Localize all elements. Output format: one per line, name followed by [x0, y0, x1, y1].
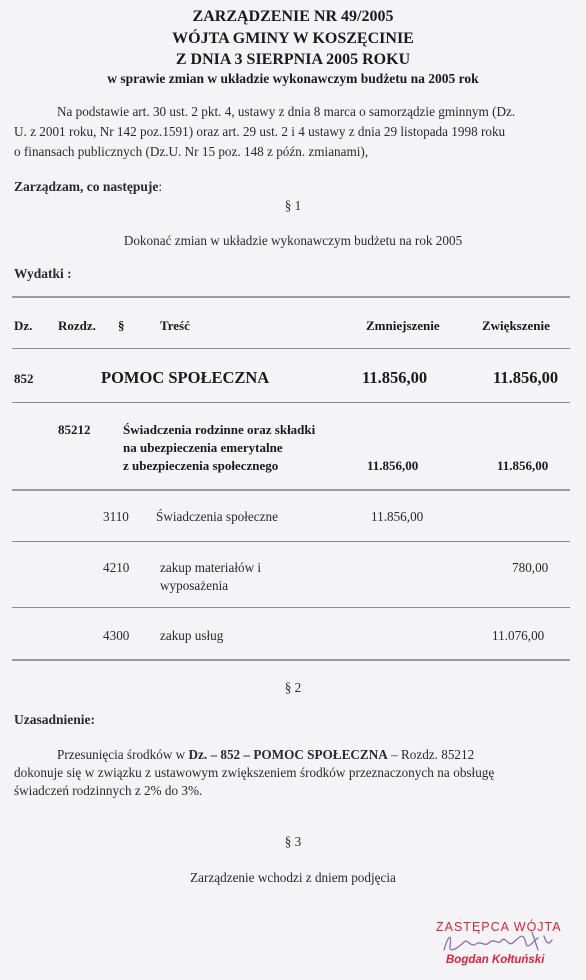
justification-line-3: świadczeń rodzinnych z 2% do 3%. [14, 783, 203, 798]
justification-line-1: Przesunięcia środków w Dz. – 852 – POMOC SPOŁECZNA – Rozdz. 85212 [57, 747, 475, 762]
zarzadzam-heading: Zarządzam, co następuje: [14, 179, 163, 194]
dzial-rule [12, 402, 570, 403]
rozdzial-number: 85212 [58, 422, 91, 437]
col-header-zwiekszenie: Zwiększenie [482, 318, 550, 333]
rozdzial-name-line-1: Świadczenia rodzinne oraz składki [123, 422, 316, 437]
row-4210-zwiekszenie: 780,00 [512, 560, 549, 575]
rozdzial-rule [12, 489, 570, 491]
preamble-line-1: Na podstawie art. 30 ust. 2 pkt. 4, ustawy z dnia 8 marca o samorządzie gminnym (Dz. [57, 104, 516, 119]
row-3110-rule [12, 541, 570, 542]
wydatki-label: Wydatki : [14, 266, 72, 281]
col-header-tresc: Treść [160, 318, 190, 333]
table-bottom-rule [12, 659, 570, 661]
rozdzial-name-line-2: na ubezpieczenia emerytalne [123, 440, 283, 455]
document-date: Z DNIA 3 SIERPNIA 2005 ROKU [175, 51, 411, 68]
dzial-zmniejszenie: 11.856,00 [362, 368, 428, 387]
section-3-text: Zarządzenie wchodzi z dniem podjęcia [190, 870, 396, 885]
row-4210-paragraph: 4210 [103, 560, 130, 575]
rozdzial-name-line-3: z ubezpieczenia społecznego [123, 458, 279, 473]
row-4210-tresc-line-1: zakup materiałów i [160, 560, 262, 575]
document-issuer: WÓJTA GMINY W KOSZĘCINIE [172, 30, 414, 47]
document-subject: w sprawie zmian w układzie wykonawczym budżetu na 2005 rok [107, 71, 479, 86]
stamp-name: Bogdan Kołtuński [446, 954, 545, 966]
preamble-line-3: o finansach publicznych (Dz.U. Nr 15 poz. 148 z późn. zmianami), [14, 144, 369, 159]
preamble-line-2: U. z 2001 roku, Nr 142 poz.1591) oraz art. 29 ust. 2 i 4 ustawy z dnia 29 listopada 1998 roku [14, 124, 506, 139]
row-4300-paragraph: 4300 [103, 628, 130, 643]
col-header-rozdz: Rozdz. [58, 318, 96, 333]
section-1-text: Dokonać zmian w układzie wykonawczym budżetu na rok 2005 [123, 233, 463, 248]
dzial-name: POMOC SPOŁECZNA [101, 368, 270, 387]
row-4210-tresc-line-2: wyposażenia [160, 578, 229, 593]
stamp-title: ZASTĘPCA WÓJTA [436, 920, 562, 934]
row-3110-paragraph: 3110 [103, 509, 129, 524]
dzial-zwiekszenie: 11.856,00 [493, 368, 559, 387]
uzasadnienie-label: Uzasadnienie: [14, 712, 95, 727]
row-3110-zmniejszenie: 11.856,00 [371, 509, 424, 524]
section-1-mark: § 1 [284, 198, 302, 213]
col-header-zmniejszenie: Zmniejszenie [366, 318, 440, 333]
row-3110-tresc: Świadczenia społeczne [156, 509, 278, 524]
col-header-paragraph: § [118, 318, 125, 333]
section-2-mark: § 2 [284, 680, 302, 695]
table-top-rule [12, 296, 570, 298]
header-rule [12, 348, 570, 349]
section-3-mark: § 3 [284, 834, 302, 849]
document-title: ZARZĄDZENIE NR 49/2005 [192, 8, 394, 25]
row-4300-tresc: zakup usług [160, 628, 224, 643]
justification-line-2: dokonuje się w związku z ustawowym zwiększeniem środków przeznaczonych na obsługę [14, 765, 495, 780]
row-4210-rule [12, 607, 570, 608]
rozdzial-zwiekszenie: 11.856,00 [497, 458, 549, 473]
row-4300-zwiekszenie: 11.076,00 [492, 628, 545, 643]
dzial-number: 852 [14, 371, 34, 386]
rozdzial-zmniejszenie: 11.856,00 [367, 458, 419, 473]
col-header-dz: Dz. [14, 318, 33, 333]
